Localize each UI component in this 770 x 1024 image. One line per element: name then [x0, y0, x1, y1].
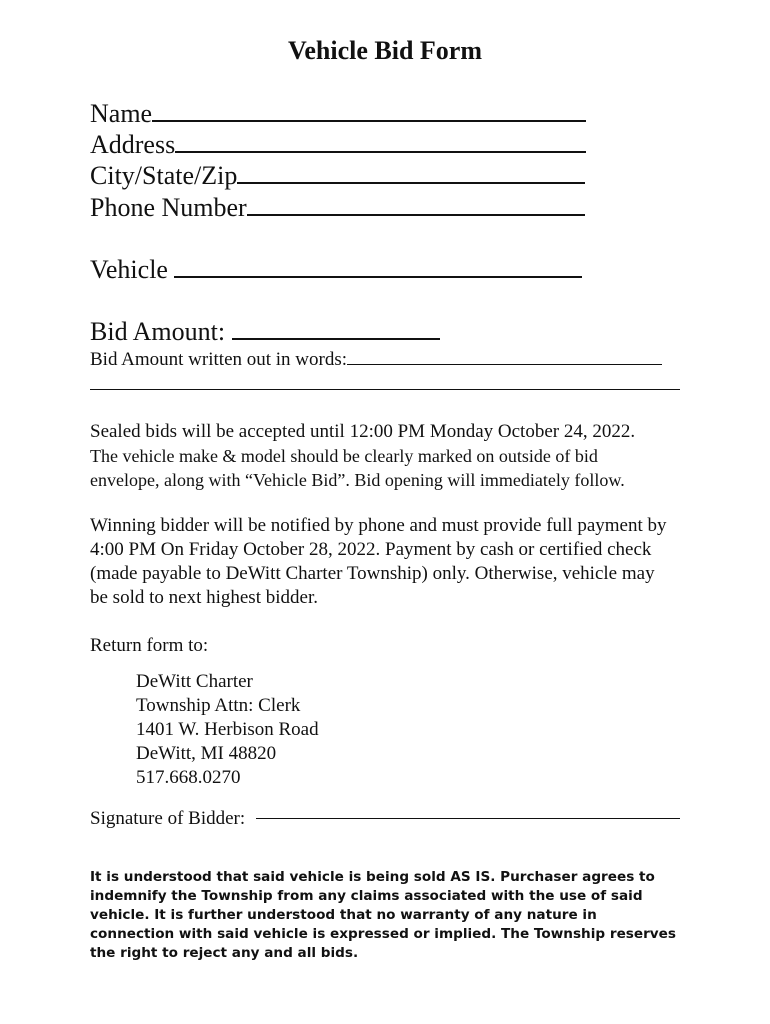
address-line[interactable] — [175, 129, 586, 153]
payment-line: 4:00 PM On Friday October 28, 2022. Payment by cash or certified check — [90, 539, 652, 560]
bid-words-field[interactable] — [90, 348, 662, 371]
address-line: 1401 W. Herbison Road — [136, 719, 319, 740]
bid-amount-line[interactable] — [232, 316, 440, 340]
instructions-line: envelope, along with “Vehicle Bid”. Bid opening will immediately follow. — [90, 470, 625, 490]
disclaimer-line: the right to reject any and all bids. — [90, 945, 359, 961]
phone-number: 517.668.0270 — [136, 767, 241, 788]
address-line: Township Attn: Clerk — [136, 695, 301, 716]
address-label: Address — [90, 130, 176, 159]
disclaimer-line: connection with said vehicle is expressed or implied. The Township reserves — [90, 926, 676, 942]
instructions-line: The vehicle make & model should be clearly marked on outside of bid — [90, 446, 598, 466]
disclaimer-line: vehicle. It is further understood that no warranty of any nature in — [90, 907, 597, 923]
signature-line[interactable] — [256, 818, 680, 819]
bid-words-continuation-line[interactable] — [90, 389, 680, 390]
city-state-zip-label: City/State/Zip — [90, 161, 238, 190]
address-line: DeWitt Charter — [136, 671, 253, 692]
disclaimer-line: indemnify the Township from any claims associated with the use of said — [90, 888, 643, 904]
form-title: Vehicle Bid Form — [287, 36, 483, 65]
phone-number-label: Phone Number — [90, 193, 247, 222]
signature-label: Signature of Bidder: — [90, 808, 246, 829]
name-field[interactable] — [90, 98, 586, 129]
vehicle-field[interactable] — [90, 254, 582, 285]
payment-paragraph — [90, 514, 667, 610]
vehicle-label: Vehicle — [90, 255, 175, 284]
return-label: Return form to: — [90, 635, 209, 656]
city-state-zip-line[interactable] — [237, 160, 585, 184]
signature-field[interactable] — [90, 808, 245, 830]
disclaimer-line: It is understood that said vehicle is being sold AS IS. Purchaser agrees to — [90, 869, 655, 885]
bid-amount-field[interactable] — [90, 316, 440, 347]
payment-line: (made payable to DeWitt Charter Township) only. Otherwise, vehicle may — [90, 563, 655, 584]
address-field[interactable] — [90, 129, 586, 160]
disclaimer — [90, 868, 690, 963]
address-line: DeWitt, MI 48820 — [136, 743, 277, 764]
payment-line: Winning bidder will be notified by phone and must provide full payment by — [90, 515, 667, 536]
bid-words-line[interactable] — [347, 348, 662, 365]
name-label: Name — [90, 99, 153, 128]
payment-line: be sold to next highest bidder. — [90, 587, 318, 608]
bid-words-label: Bid Amount written out in words: — [90, 349, 348, 370]
instructions-paragraph — [90, 420, 635, 492]
name-line[interactable] — [152, 98, 586, 122]
return-address — [136, 670, 319, 790]
phone-number-line[interactable] — [247, 192, 585, 216]
city-state-zip-field[interactable] — [90, 160, 585, 191]
vehicle-line[interactable] — [174, 254, 582, 278]
instructions-line: Sealed bids will be accepted until 12:00 PM Monday October 24, 2022. — [90, 421, 636, 442]
phone-number-field[interactable] — [90, 192, 585, 223]
bid-amount-label: Bid Amount: — [90, 317, 232, 346]
